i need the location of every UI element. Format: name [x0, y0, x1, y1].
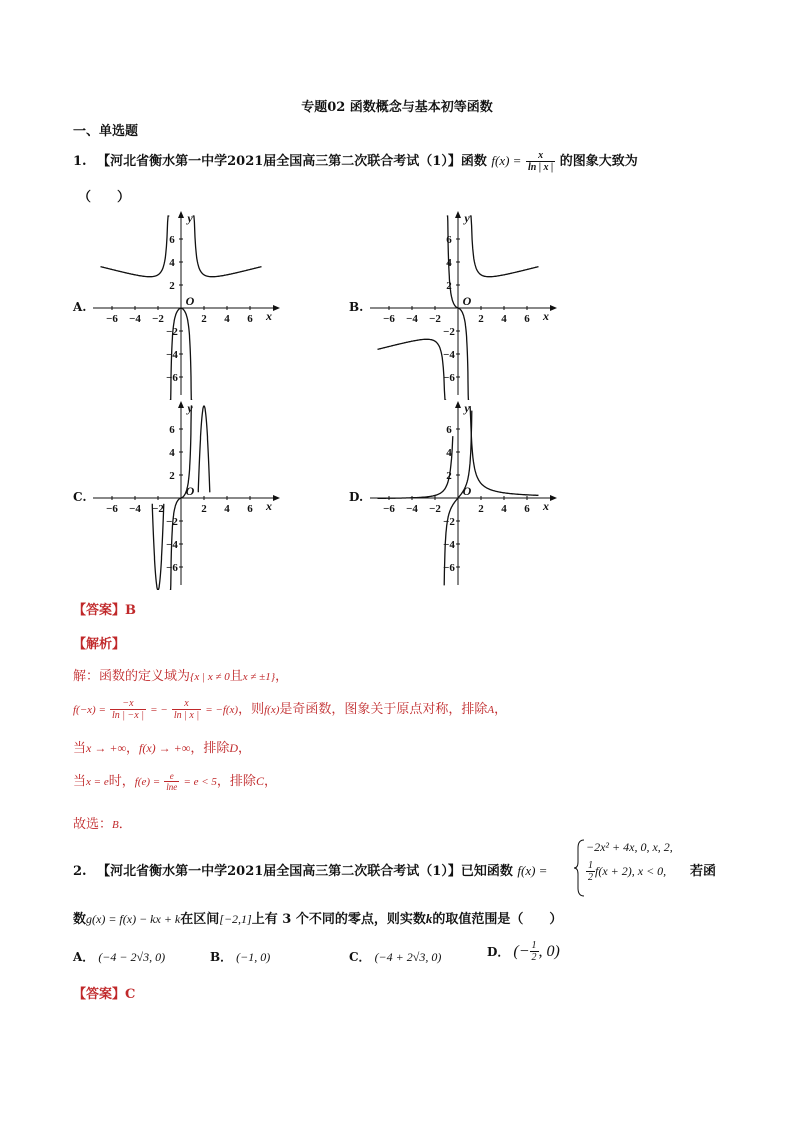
graph-d-origin-label: O: [462, 484, 472, 498]
sol4-x-e: x = e: [86, 776, 109, 788]
q2-case2-num: 1: [588, 860, 593, 871]
q1-fx: f(x) =: [491, 153, 522, 168]
q2-answer: [73, 983, 135, 1002]
sol4-fe: f(e) =: [134, 776, 161, 788]
q2-option-a-label: A．: [73, 950, 95, 964]
q1-answer: [73, 599, 136, 618]
sol5-period: ．: [118, 817, 132, 832]
q2-interval-text: 在区间: [180, 912, 220, 927]
graph-c-curve-left: [152, 504, 164, 590]
graph-c-x-tick-label: −4: [129, 503, 141, 515]
q1-analysis-label: 【解析】: [73, 637, 126, 652]
q2-option-c-value: (−4 + 2√3, 0): [374, 950, 442, 964]
sol4-when: 当: [73, 774, 87, 789]
graph-option-d: [362, 400, 562, 590]
sol1-cond: x ≠ ±1}: [242, 671, 276, 683]
sol3-lim-f: f(x) → +∞: [139, 741, 191, 755]
graph-d-curve-left: [378, 436, 453, 498]
graph-a-y-tick-label: 4: [169, 257, 175, 269]
q2-answer-label: 【答案】: [73, 987, 126, 1002]
q2-k: k: [425, 911, 433, 926]
graph-a-y-arrow: [178, 211, 184, 218]
graph-c-x-tick-label: 2: [201, 503, 207, 515]
q1-answer-label: 【答案】: [73, 603, 126, 618]
sol4-frac-den: lne: [166, 782, 178, 792]
graph-b-x-arrow: [550, 305, 557, 311]
q2-case2-den: 2: [588, 872, 593, 883]
graph-c-y-label: y: [187, 401, 193, 415]
q2-option-c: [349, 946, 441, 965]
q2-option-d-num: 1: [531, 940, 537, 951]
graph-c-origin-label: O: [185, 484, 195, 498]
graph-a-x-tick-label: 2: [201, 313, 207, 325]
q2-interval: [−2,1]: [219, 912, 252, 926]
graph-d-y-arrow: [455, 401, 461, 408]
graph-b-curve-left: [378, 339, 447, 400]
sol2-frac1: [110, 698, 146, 721]
graph-d-y-tick-label: 4: [446, 447, 452, 459]
q1-answer-value: B: [125, 603, 137, 618]
option-d-label: D.: [349, 490, 364, 504]
graph-option-a: [85, 210, 285, 400]
sol2-then: ，则: [238, 702, 265, 717]
q2-option-b-label: B．: [210, 950, 233, 964]
q2-gx: g(x) = f(x) − kx + k: [86, 912, 181, 926]
q2-answer-value: C: [125, 987, 136, 1002]
solution-line-1: [73, 665, 288, 684]
graph-b-curve-right: [470, 216, 539, 277]
sol3-comma2: ，: [238, 741, 252, 756]
graph-a-x-arrow: [273, 305, 280, 311]
graph-c-y-tick-label: −2: [166, 516, 178, 528]
sol2-frac2-num: x: [172, 698, 201, 710]
q1-paren: （ ）: [78, 190, 131, 205]
graph-b-x-tick-label: 4: [501, 313, 507, 325]
q2-range-text: 的取值范围是（ ）: [432, 912, 563, 927]
q2-option-a-value: (−4 − 2√3, 0): [98, 950, 166, 964]
graph-d-x-tick-label: −4: [406, 503, 418, 515]
q2-source: 【河北省衡水第一中学2021届全国高三第二次联合考试（1）】: [97, 864, 461, 879]
graph-b-x-tick-label: −4: [406, 313, 418, 325]
sol3-d: D: [229, 741, 239, 755]
graph-d-y-tick-label: −6: [443, 562, 455, 574]
sol4-frac-num: e: [164, 771, 179, 782]
graph-d-x-tick-label: 6: [524, 503, 530, 515]
graph-a-curve-right: [193, 216, 262, 277]
graph-option-b: [362, 210, 562, 400]
sol3-lim-x: x → +∞: [86, 741, 126, 755]
q1-tail: 的图象大致为: [559, 154, 638, 169]
q1-stem: [73, 150, 638, 173]
solution-line-3: [73, 737, 251, 756]
graph-c-y-tick-label: 6: [169, 424, 175, 436]
graph-a-y-label: y: [187, 211, 193, 225]
sol2-rhs: = −f(x): [205, 704, 239, 716]
sol4-ineq: = e < 5: [183, 776, 217, 788]
sol2-odd: 是奇函数，图象关于原点对称，排除: [279, 702, 488, 717]
document-title: 专题02 函数概念与基本初等函数: [301, 100, 493, 115]
sol1-and: 且: [229, 669, 243, 684]
q2-case-1: −2x² + 4x, 0, x, 2,: [586, 840, 673, 854]
graph-c-x-tick-label: 4: [224, 503, 230, 515]
q2-fx: f(x) =: [517, 863, 548, 878]
graph-d-x-label: x: [543, 499, 549, 513]
q2-option-d: [487, 940, 560, 963]
graph-b-x-label: x: [543, 309, 549, 323]
graph-d-y-tick-label: −4: [443, 539, 455, 551]
graph-a-x-tick-label: −6: [106, 313, 118, 325]
q2-option-a: [73, 946, 165, 965]
solution-line-4: [73, 770, 277, 792]
sol4-comma: ，: [263, 774, 277, 789]
q2-lead: 已知函数: [460, 864, 513, 879]
graph-a-x-tick-label: −4: [129, 313, 141, 325]
graph-b-y-tick-label: −4: [443, 349, 455, 361]
q2-option-d-label: D．: [487, 945, 510, 959]
graph-b-x-tick-label: 2: [478, 313, 484, 325]
graph-b-y-tick-label: −6: [443, 372, 455, 384]
graph-option-c: [85, 400, 285, 590]
sol2-frac2: [172, 698, 201, 721]
sol2-a: A: [487, 704, 495, 716]
graph-b-origin-label: O: [462, 294, 472, 308]
q2-option-d-frac: [530, 940, 539, 963]
graph-a-curve-left: [101, 216, 170, 277]
option-b-label: B.: [349, 300, 364, 314]
sol1-set: {x | x ≠ 0: [190, 671, 230, 683]
graph-b-x-tick-label: 6: [524, 313, 530, 325]
q2-option-d-right: , 0): [538, 943, 560, 960]
option-c-label: C.: [73, 490, 87, 504]
q2-stem: [73, 860, 547, 879]
sol5-b: B: [112, 819, 119, 831]
graph-d-x-tick-label: 4: [501, 503, 507, 515]
solution-line-5: [73, 813, 132, 832]
q1-source: 【河北省衡水第一中学2021届全国高三第二次联合考试（1）】: [97, 154, 461, 169]
q2-case2-rest: f(x + 2), x < 0,: [595, 864, 667, 878]
graph-c-x-tick-label: −2: [152, 503, 164, 515]
graph-a-x-tick-label: 4: [224, 313, 230, 325]
graph-d-y-label: y: [464, 401, 470, 415]
graph-c-y-tick-label: 2: [169, 470, 175, 482]
graph-c-x-tick-label: −6: [106, 503, 118, 515]
graph-c-y-tick-label: 4: [169, 447, 175, 459]
graph-a-x-tick-label: −2: [152, 313, 164, 325]
q2-number: 2.: [73, 864, 87, 879]
sol4-frac: [164, 771, 179, 792]
graph-a-y-tick-label: −2: [166, 326, 178, 338]
sol2-fx: f(x): [264, 704, 280, 716]
q2-tail: 若函: [690, 864, 717, 879]
sol1-text: 解：函数的定义域为: [73, 669, 191, 684]
graph-c-y-arrow: [178, 401, 184, 408]
graph-a-y-tick-label: 2: [169, 280, 175, 292]
graph-b-x-tick-label: −6: [383, 313, 395, 325]
q2-option-d-den: 2: [531, 952, 537, 963]
q2-case2-frac: [586, 860, 595, 883]
sol4-c: C: [255, 774, 264, 788]
q2-option-c-label: C．: [349, 950, 371, 964]
q1-number: 1.: [73, 154, 87, 169]
sol5-choose: 故选：: [73, 817, 113, 832]
graph-d-y-tick-label: −2: [443, 516, 455, 528]
graph-d-x-tick-label: −2: [429, 503, 441, 515]
sol3-exclude: ，排除: [190, 741, 230, 756]
solution-line-2: [73, 698, 507, 721]
sol3-when: 当: [73, 741, 87, 756]
q2-option-d-left: (−: [513, 943, 530, 960]
graph-d-x-arrow: [550, 495, 557, 501]
q1-frac-num: x: [526, 150, 555, 162]
graph-d-y-tick-label: 6: [446, 424, 452, 436]
section-heading: 一、单选题: [73, 124, 139, 139]
graph-b-y-arrow: [455, 211, 461, 218]
graph-a-x-label: x: [266, 309, 272, 323]
q1-lead: 函数: [460, 154, 487, 169]
graph-c-x-tick-label: 6: [247, 503, 253, 515]
graph-d-x-tick-label: 2: [478, 503, 484, 515]
graph-a-y-tick-label: −4: [166, 349, 178, 361]
q2-line2-shu: 数: [73, 912, 87, 927]
q2-line-2: [73, 908, 562, 927]
graph-b-y-label: y: [464, 211, 470, 225]
graph-b-y-tick-label: 6: [446, 234, 452, 246]
graph-a-y-tick-label: 6: [169, 234, 175, 246]
q1-fraction: [526, 150, 555, 173]
graph-b-y-tick-label: −2: [443, 326, 455, 338]
graph-d-curve-right: [470, 406, 538, 495]
graph-b-y-tick-label: 2: [446, 280, 452, 292]
graph-d-x-tick-label: −6: [383, 503, 395, 515]
q2-zeros-text: 上有 3 个不同的零点，则实数: [251, 912, 426, 927]
sol4-exclude: ，排除: [216, 774, 256, 789]
graph-b-y-tick-label: 4: [446, 257, 452, 269]
graph-a-y-tick-label: −6: [166, 372, 178, 384]
q2-option-b-value: (−1, 0): [236, 950, 271, 964]
q2-piecewise-brace: [574, 838, 586, 898]
sol2-eq: = −: [150, 704, 168, 716]
option-a-label: A.: [73, 300, 87, 314]
q1-frac-den: ln | x |: [527, 162, 554, 173]
sol4-time: 时，: [108, 774, 135, 789]
graph-c-x-label: x: [266, 499, 272, 513]
sol1-comma: ，: [275, 669, 289, 684]
graph-b-x-tick-label: −2: [429, 313, 441, 325]
sol2-frac1-num: −x: [110, 698, 146, 710]
sol2-frac1-den: ln | −x |: [112, 710, 144, 721]
sol2-lhs: f(−x) =: [73, 704, 106, 716]
sol3-comma1: ，: [126, 741, 140, 756]
sol2-frac2-den: ln | x |: [173, 710, 200, 721]
graph-c-x-arrow: [273, 495, 280, 501]
graph-a-x-tick-label: 6: [247, 313, 253, 325]
graph-d-y-tick-label: 2: [446, 470, 452, 482]
graph-c-curve-right: [198, 406, 210, 492]
graph-a-origin-label: O: [185, 294, 195, 308]
sol2-comma: ，: [494, 702, 508, 717]
graph-c-y-tick-label: −4: [166, 539, 178, 551]
q2-option-b: [210, 946, 270, 965]
q2-case-2: [586, 860, 666, 883]
graph-c-y-tick-label: −6: [166, 562, 178, 574]
